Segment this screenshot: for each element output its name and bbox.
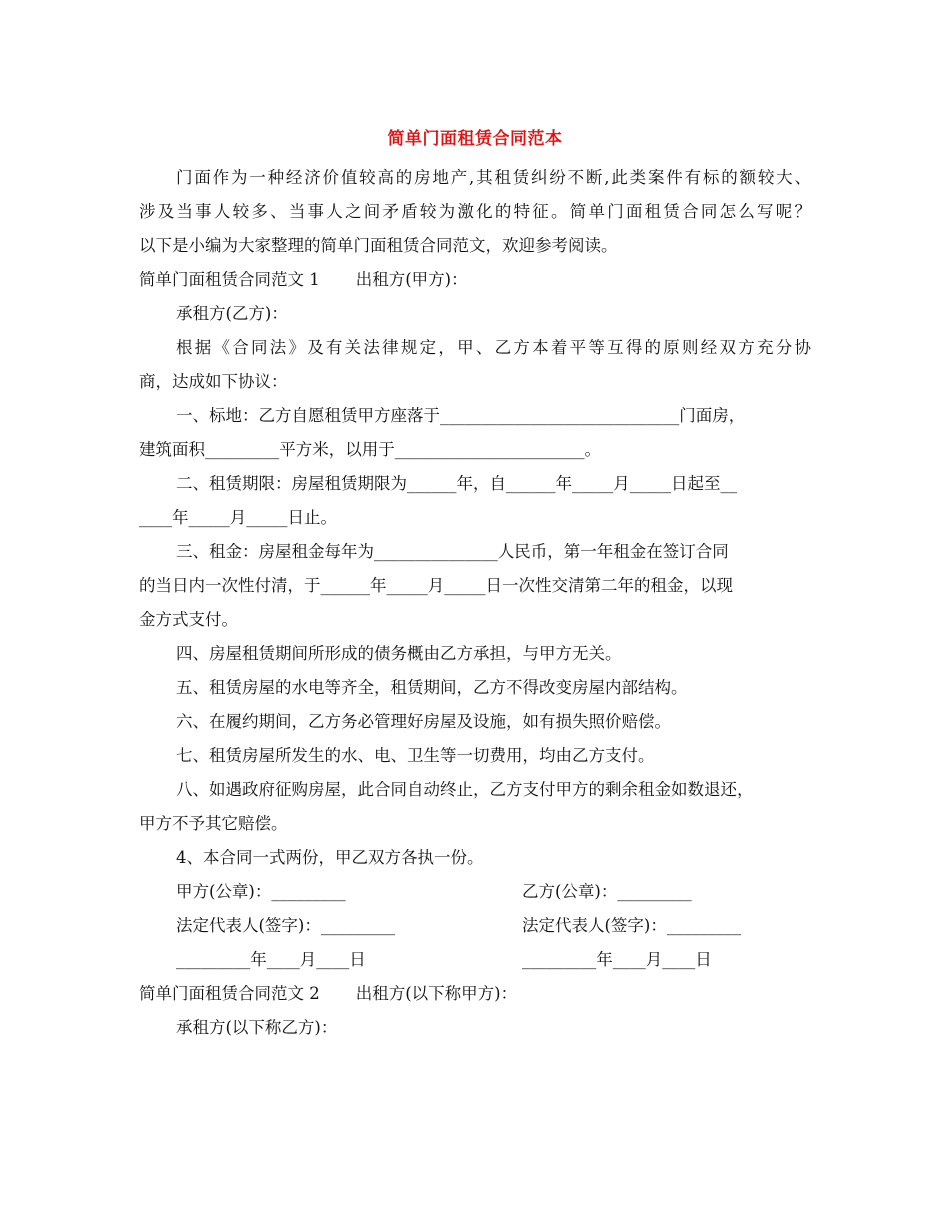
clause-2-line-1: 二、租赁期限：房屋租赁期限为______年，自______年_____月_____日起至__	[176, 474, 737, 493]
intro-line-2: 涉及当事人较多、当事人之间矛盾较为激化的特征。简单门面租赁合同怎么写呢？	[139, 202, 811, 221]
party-b-seal: 乙方(公章)：_________	[522, 882, 692, 901]
sample1-lessor: 出租方(甲方)：	[355, 270, 468, 289]
clause-4: 四、房屋租赁期间所形成的债务概由乙方承担，与甲方无关。	[176, 644, 622, 663]
document-title: 简单门面租赁合同范本	[387, 129, 563, 149]
intro-line-3: 以下是小编为大家整理的简单门面租赁合同范文，欢迎参考阅读。	[139, 236, 618, 255]
clause-1-line-1: 一、标地：乙方自愿租赁甲方座落于_____________________________门面房，	[176, 406, 746, 425]
party-a-seal: 甲方(公章)：_________	[176, 882, 346, 901]
intro-line-1: 门面作为一种经济价值较高的房地产,其租赁纠纷不断,此类案件有标的额较大、	[176, 168, 811, 187]
clause-7: 七、租赁房屋所发生的水、电、卫生等一切费用，均由乙方支付。	[176, 746, 655, 765]
clause-8-line-2: 甲方不予其它赔偿。	[139, 814, 288, 833]
party-b-date: _________年____月____日	[522, 950, 712, 969]
clause-3-line-3: 金方式支付。	[139, 610, 238, 629]
clause-6: 六、在履约期间，乙方务必管理好房屋及设施，如有损失照价赔偿。	[176, 712, 671, 731]
basis-line-1: 根据《合同法》及有关法律规定，甲、乙方本着平等互得的原则经双方充分协	[176, 338, 811, 357]
sample1-lessee: 承租方(乙方)：	[176, 304, 288, 323]
clause-5: 五、租赁房屋的水电等齐全，租赁期间，乙方不得改变房屋内部结构。	[176, 678, 688, 697]
clause-1-line-2: 建筑面积_________平方米，以用于_______________________。	[139, 440, 601, 459]
clause-3-line-2: 的当日内一次性付清，于______年_____月_____日一次性交清第二年的租金，以现	[139, 576, 733, 595]
clause-2-line-2: ____年_____月_____日止。	[139, 508, 337, 527]
sample2-heading-row	[139, 984, 811, 1004]
sample1-heading: 简单门面租赁合同范文 1	[139, 270, 320, 289]
party-b-rep: 法定代表人(签字)：_________	[522, 916, 742, 935]
party-a-rep: 法定代表人(签字)：_________	[176, 916, 396, 935]
clause-8-line-1: 八、如遇政府征购房屋，此合同自动终止，乙方支付甲方的剩余租金如数退还，	[176, 780, 754, 799]
sample2-heading: 简单门面租赁合同范文 2	[139, 984, 320, 1003]
sample1-heading-row	[139, 270, 811, 290]
basis-line-2: 商，达成如下协议：	[139, 372, 288, 391]
sample2-lessor: 出租方(以下称甲方)：	[355, 984, 518, 1003]
clause-9: 4、本合同一式两份，甲乙双方各执一份。	[176, 848, 484, 867]
clause-3-line-1: 三、租金：房屋租金每年为_______________人民币，第一年租金在签订合同	[176, 542, 729, 561]
party-a-date: _________年____月____日	[176, 950, 366, 969]
sample2-lessee: 承租方(以下称乙方)：	[176, 1018, 338, 1037]
